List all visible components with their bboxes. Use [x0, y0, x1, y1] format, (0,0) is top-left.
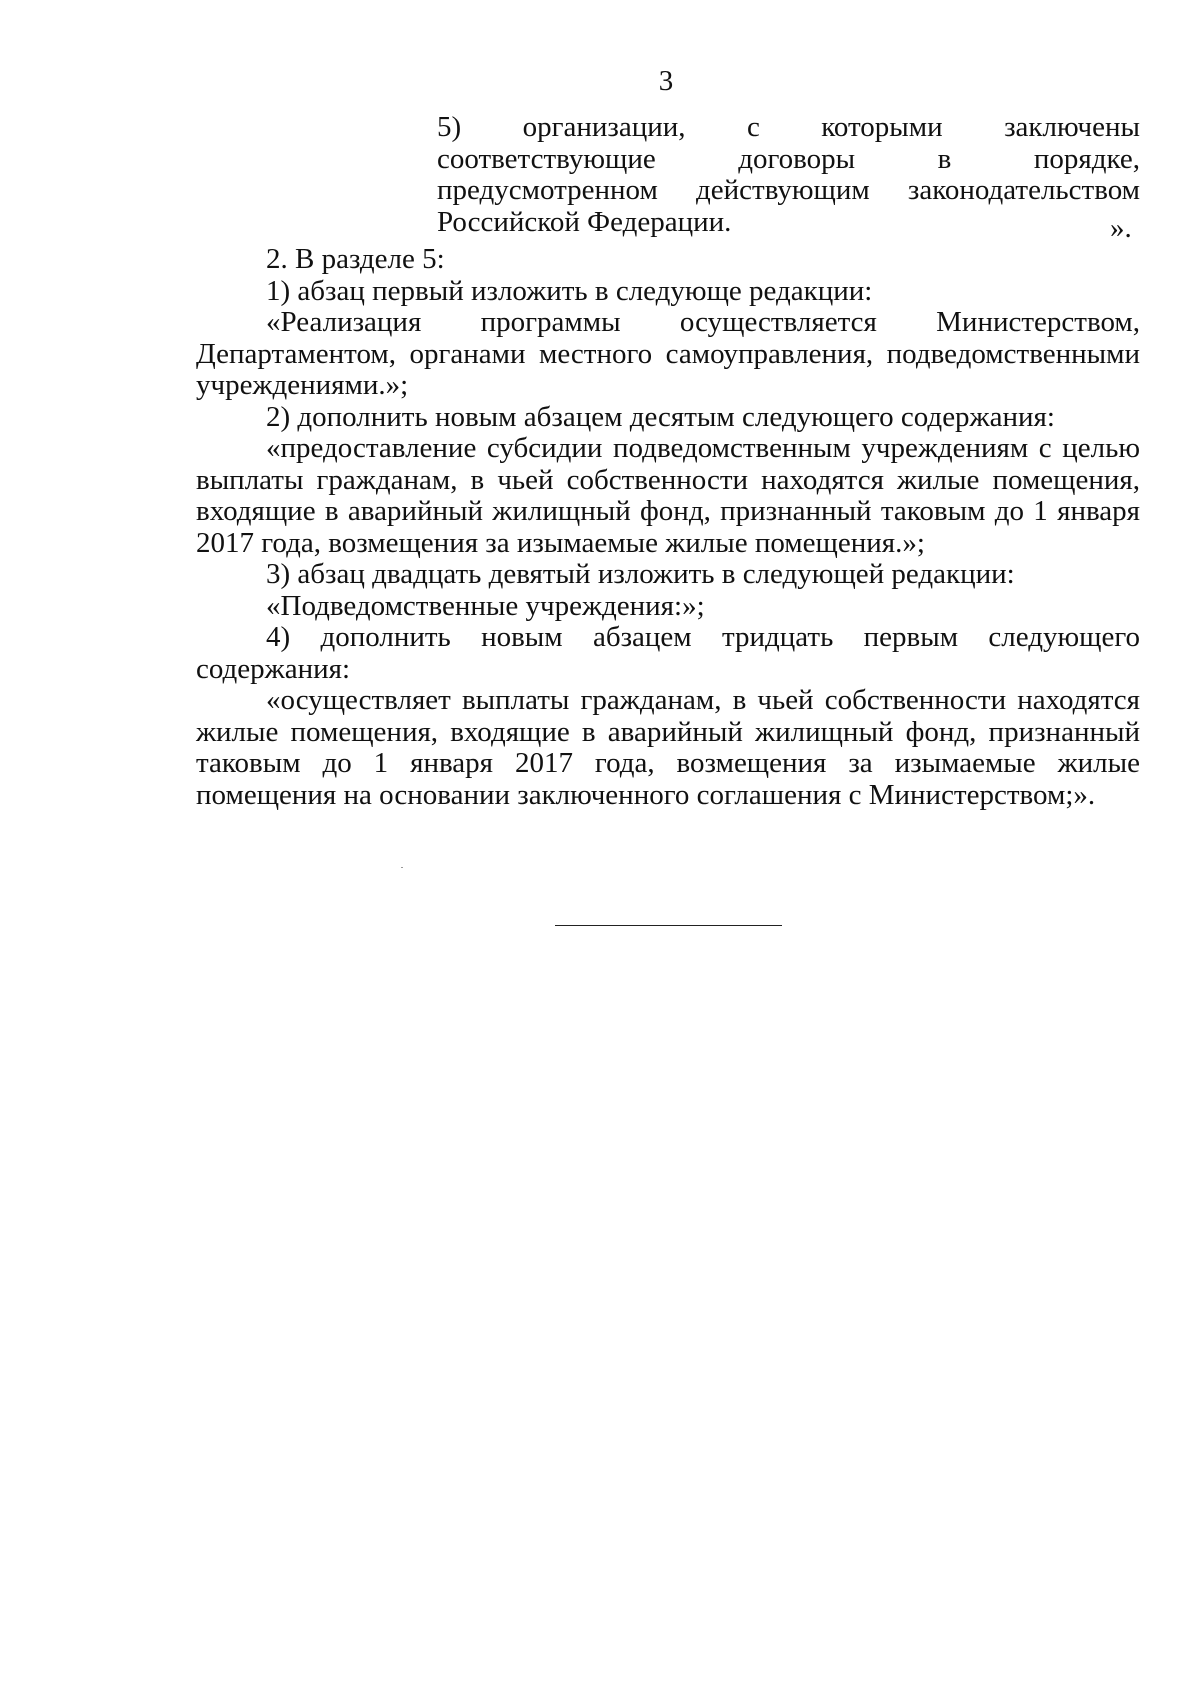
amendment-2: 2) дополнить новым абзацем десятым следующего содержания: — [266, 400, 1055, 433]
section-heading: 2. В разделе 5: — [266, 243, 445, 275]
scan-speck — [401, 867, 403, 868]
list-item-5: 5) организации, с которыми заключены соответствующие договоры в порядке, предусмотренном действующим законодательством Российской Федерации. — [437, 111, 1140, 238]
amendment-1: 1) абзац первый изложить в следующе редакции: — [266, 274, 873, 307]
amendment-3: 3) абзац двадцать девятый изложить в следующей редакции: — [266, 558, 1015, 590]
amendments-body — [196, 244, 1140, 811]
end-rule-divider — [555, 925, 782, 926]
page-number: 3 — [658, 65, 674, 97]
amendment-2-text: «предоставление субсидии подведомственным учреждениям с целью выплаты гражданам, в чьей собственности находятся жилые помещения, входящие в аварийный жилищный фонд, признанный таковым до 1 января 2017 года, возмещения за изымаемые жилые помещения.»; — [196, 432, 1140, 559]
closing-quote: ». — [1110, 212, 1132, 244]
list-item-5-block — [437, 112, 1140, 238]
amendment-3-text: «Подведомственные учреждения:»; — [266, 589, 705, 622]
amendment-4: 4) дополнить новым абзацем тридцать первым следующего содержания: — [196, 621, 1140, 685]
amendment-1-text: «Реализация программы осуществляется Министерством, Департаментом, органами местного самоуправления, подведомственными учреждениями.»; — [196, 306, 1140, 401]
amendment-4-text: «осуществляет выплаты гражданам, в чьей собственности находятся жилые помещения, входящие в аварийный жилищный фонд, признанный таковым до 1 января 2017 года, возмещения за изымаемые жилые помещения на основании заключенного соглашения с Министерством;». — [196, 684, 1140, 811]
